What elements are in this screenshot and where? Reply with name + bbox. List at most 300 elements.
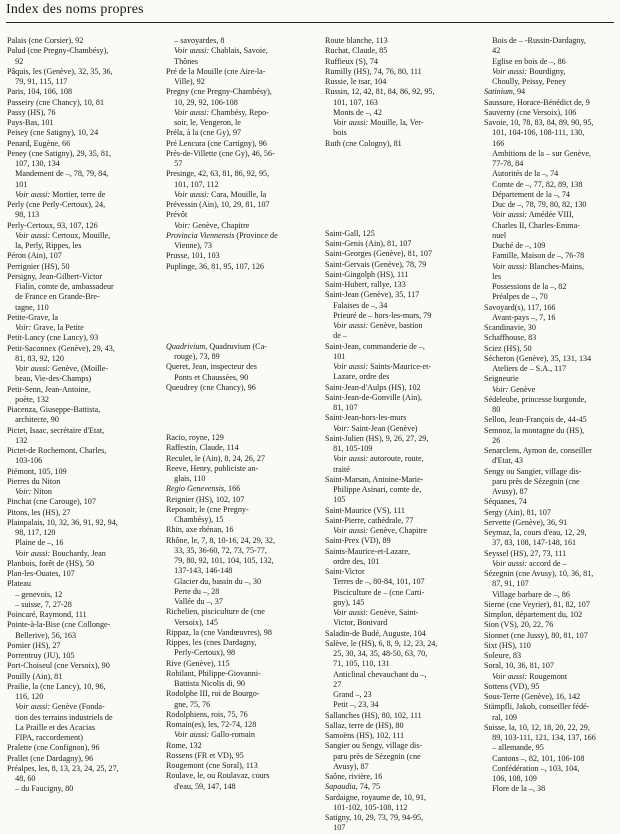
index-entry-line: Pinchat (cne Carouge), 107 [7, 497, 96, 507]
index-entry-line: Voir aussi: Chablais, Savoie, [174, 46, 268, 56]
index-entry-line: bois [325, 128, 347, 138]
index-entry-line [325, 179, 467, 189]
index-entry-line: Sixt (HS), 110 [484, 640, 531, 650]
index-entry-line: Paris, 104, 106, 108 [7, 87, 72, 97]
index-entry-line: Ville), 92 [166, 77, 205, 86]
index-entry-line [166, 413, 308, 423]
index-entry-line: 101 [325, 351, 346, 361]
index-entry-line: Voir aussi: Chambésy, Repo- [174, 107, 269, 117]
index-entry-line: Bois de – -Russin-Dardagny, [484, 36, 586, 45]
index-entry-line: Village barbare de –, 86 [484, 589, 570, 599]
index-entry-line: Saint-Jean-d'Aulps (HS), 102 [325, 382, 421, 392]
index-entry-line: 87, 91, 107 [484, 579, 529, 589]
index-entry-line: Voir aussi: Genève, Chapitre [333, 526, 428, 535]
index-entry-line: Stämpfli, Jakob, conseiller fédé- [484, 702, 590, 712]
index-entry-line: La Praille et des Acacias [7, 722, 95, 732]
index-entry-line: soir, le, Vengeron, le [166, 118, 241, 127]
index-entry-line: Préalpes, les, 8, 13, 23, 24, 25, 27, [7, 763, 119, 773]
index-entry-line: Saint-Jean (Genève), 35, 117 [325, 290, 420, 300]
index-entry-line: Thônes [166, 56, 199, 66]
index-entry-line: Glacier du, bassin du –, 30 [166, 576, 262, 586]
index-entry-line: Possessions de la –, 82 [484, 282, 567, 291]
index-entry-line: Saint-Marsan, Antoine-Marie- [325, 474, 424, 484]
index-column-1 [7, 36, 149, 795]
index-entry-line: Soleure, 83 [484, 651, 522, 660]
index-entry-line: Saint-Victor [325, 567, 365, 576]
index-entry-line: Fialin, comte de, ambassadeur [7, 282, 114, 291]
index-entry-line: Voir: Grave, la Petite [15, 323, 84, 332]
index-entry-line: Ponts et Chaussées, 90 [166, 372, 249, 382]
index-entry-line: Seigneurie [484, 374, 519, 384]
index-entry-line [166, 292, 308, 302]
index-entry-line: Voir aussi: autoroute, route, [333, 454, 424, 464]
index-entry-line: Sengy ou Sangier, village dis- [484, 466, 582, 476]
index-entry-line: d'eau, 59, 147, 148 [166, 781, 236, 791]
index-entry-line [166, 423, 308, 433]
index-entry-line: – suisse, 7, 27-28 [7, 599, 72, 609]
index-entry-line: Prés-de-Villette (cne Gy), 46, 56- [166, 148, 275, 158]
index-entry-line: Soral, 10, 36, 81, 107 [484, 661, 554, 671]
index-entry-line: 37, 83, 108, 147-148, 161 [484, 538, 577, 548]
index-entry-line: les [484, 271, 502, 281]
index-entry-line: 79, 80, 92, 101, 104, 105, 132, [166, 556, 274, 565]
index-entry-line: Semnoz, la montagne du (HS), [484, 425, 585, 435]
index-entry-line: 27 [325, 679, 342, 689]
index-entry-line: Voir aussi: Blanches-Mains, [492, 261, 584, 271]
index-entry-line: Pictet-de Rochemont, Charles, [7, 446, 107, 455]
index-entry-line: – savoyardes, 8 [166, 36, 225, 45]
index-entry-line: Romain(es), les, 72-74, 128 [166, 720, 257, 729]
index-entry-line: Servette (Genève), 36, 91 [484, 517, 568, 527]
index-entry-line: Pisciculture de – (cne Carti- [325, 587, 425, 597]
index-entry-line [166, 302, 308, 312]
index-entry-line: Prailie, la (cne Lancy), 10, 96, [7, 681, 106, 691]
index-entry-line: Pouilly (Ain), 81 [7, 671, 63, 681]
index-entry-line: Satigny, 10, 29, 73, 79, 94-95, [325, 813, 424, 822]
index-entry-line: 25, 30, 34, 35, 48-50, 63, 70, [325, 649, 428, 658]
index-entry-line: Petite-Grave, la [7, 312, 58, 322]
index-entry-line: Pré Lencura (cne Cartigny), 96 [166, 138, 267, 148]
index-entry-line [166, 312, 308, 322]
index-entry-line: Flore de la –, 38 [484, 784, 546, 794]
index-entry-line: Route blanche, 113 [325, 36, 388, 45]
index-entry-line: beau, Vie-des-Champs) [7, 374, 92, 384]
index-entry-line: Simplon, département du, 102 [484, 610, 583, 619]
index-entry-line: Sardaigne, royaume de, 10, 91, [325, 792, 427, 802]
index-entry-line: Sottens (VD), 95 [484, 681, 540, 691]
index-entry-line: Passy (HS), 76 [7, 107, 56, 117]
index-entry-line: glais, 110 [166, 474, 206, 483]
index-entry-line: Voir aussi: Certoux, Mouille, [15, 230, 111, 240]
index-entry-line: Saint-Julien (HS), 9, 26, 27, 29, [325, 433, 429, 443]
index-entry-line: Avusy), 87 [484, 487, 528, 496]
index-entry-line: Provincia Viennensis (Province de [166, 230, 278, 240]
index-entry-line [325, 219, 467, 229]
index-entry-line: Seymaz, la, cours d'eau, 12, 29, [484, 528, 587, 537]
index-entry-line: Bellerive), 56, 163 [7, 630, 77, 640]
index-entry-line: Voir aussi: Amédée VIII, [492, 210, 574, 220]
index-entry-line: ordre des, 101 [325, 556, 380, 566]
index-entry-line: Saint-Genis (Ain), 81, 107 [325, 239, 412, 248]
index-entry-line: Rodolphiens, rois, 75, 76 [166, 709, 248, 719]
index-entry-line: 107, 130, 134 [7, 159, 60, 168]
index-entry-line: 101 [7, 179, 28, 189]
index-entry-line: 92 [7, 56, 24, 66]
index-entry-line: Sierne (cne Veyrier), 81, 82, 107 [484, 599, 590, 609]
index-entry-line: Falaises de –, 34 [325, 300, 388, 310]
index-entry-line: 57 [166, 159, 183, 168]
index-entry-line: Puplinge, 36, 81, 95, 107, 126 [166, 261, 264, 271]
index-entry-line: Pierres du Niton [7, 476, 61, 486]
index-entry-line: Rive (Genève), 115 [166, 658, 230, 668]
index-entry-line: ral, 109 [484, 712, 517, 722]
index-entry-line: Sangier ou Sengy, village dis- [325, 741, 423, 751]
index-entry-line: Terres de –, 80-84, 101, 107 [325, 577, 425, 587]
index-entry-line: Quadrivium, Quadruvium (Ca- [166, 341, 267, 351]
index-entry-line: Saladin-de Budé, Auguste, 104 [325, 628, 426, 638]
index-entry-line: architecte, 90 [7, 415, 59, 425]
index-entry-line: Philippe Asinari, comte de, [325, 485, 422, 494]
index-entry-line: Ruchat, Claude, 85 [325, 46, 388, 56]
index-entry-line [166, 322, 308, 332]
index-entry-line: Sézegnin (cne Avusy), 10, 36, 81, [484, 569, 594, 578]
index-entry-line: 71, 105, 110, 131 [325, 659, 390, 669]
index-entry-line: Voir aussi: Genève, bastion [333, 321, 423, 330]
index-entry-line: Confédération –, 103, 104, [484, 763, 580, 773]
index-entry-line: FIPA, raccordement) [7, 733, 83, 742]
index-entry-line: Victor, Bonivard [325, 618, 388, 628]
index-entry-line: 42 [484, 46, 501, 56]
index-entry-line: – allemande, 95 [484, 743, 544, 753]
index-entry-line: Rhin, axe rhénan, 16 [166, 525, 234, 535]
index-entry-line: Préla, à la (cne Gy), 97 [166, 128, 242, 138]
index-entry-line: Ambitions de la – sur Genève, [484, 148, 591, 158]
index-entry-line: 105 [325, 495, 346, 505]
index-entry-line: 116, 120 [7, 692, 44, 701]
index-entry-line: Plateau [7, 579, 31, 589]
index-entry-line: gne, 75, 76 [166, 699, 211, 709]
index-entry-line: 10, 29, 92, 106-108 [166, 97, 238, 107]
index-entry-line: Rippes, les (cnes Dardagny, [166, 638, 257, 647]
index-entry-line: Queret, Jean, inspecteur des [166, 362, 257, 372]
index-entry-line: Département de la –, 74 [484, 189, 570, 199]
index-entry-line: Plan-les-Ouates, 107 [7, 569, 75, 578]
index-entry-line: Sallaz, terre de (HS), 80 [325, 720, 404, 730]
index-entry-line: Presinge, 42, 63, 81, 86, 92, 95, [166, 169, 270, 179]
index-entry-line: Saint-Jean-de-Gonville (Ain), [325, 392, 423, 402]
index-entry-line: Choully, Peissy, Peney [484, 77, 567, 86]
index-entry-line: Piémont, 105, 109 [7, 466, 67, 476]
index-entry-line: Salève, le (HS), 6, 8, 9, 12, 23, 24, [325, 638, 438, 648]
index-entry-line: Préalpes de –, 70 [484, 292, 548, 302]
index-entry-line: Perly-Certoux), 98 [166, 648, 236, 658]
index-entry-line: Suisse, la, 10, 12, 18, 20, 22, 29, [484, 722, 590, 732]
index-entry-line: Petit –, 23, 34 [325, 700, 379, 710]
index-entry-line: Voir aussi: Bourdigny, [492, 66, 566, 76]
index-entry-line: Saint-Pierre, cathédrale, 77 [325, 515, 414, 525]
index-entry-line: Saints-Maurice-et-Lazare, [325, 546, 411, 556]
index-entry-line: Port-Choiseul (cne Versoix), 90 [7, 661, 110, 671]
index-entry-line [325, 209, 467, 219]
index-entry-line: de – [325, 331, 347, 341]
index-entry-line: nuel [484, 230, 507, 240]
index-entry-line: Saint-Georges (Genève), 81, 107 [325, 249, 433, 259]
index-entry-line: 79, 91, 115, 117 [7, 77, 68, 86]
index-entry-line: 107 [325, 823, 346, 833]
page-title: Index des noms propres [6, 2, 144, 17]
index-entry-line: 26 [484, 435, 501, 445]
index-entry-line: Saint-Gall, 125 [325, 228, 375, 238]
index-entry-line: Palais (cne Corsier), 92 [7, 36, 84, 45]
index-entry-line: Peney (cne Satigny), 29, 35, 81, [7, 148, 112, 158]
index-entry-line: 33, 35, 36-60, 72, 73, 75-77, [166, 545, 267, 555]
index-entry-line [166, 272, 308, 282]
index-entry-line: Pitons, les (HS), 27 [7, 507, 71, 517]
index-entry-line: Richelien, pisciculture de (cne [166, 607, 265, 617]
index-entry-line: Cantons –, 82, 101, 106-108 [484, 753, 585, 763]
index-entry-line: Rome, 132 [166, 740, 202, 750]
index-entry-line: Petit-Saconnex (Genève), 29, 43, [7, 343, 115, 353]
index-entry-line: Palud (cne Pregny-Chambésy), [7, 46, 109, 56]
index-entry-line: Comte de –, 77, 82, 89, 138 [484, 179, 583, 189]
index-entry-line: Prévessin (Ain), 10, 29, 81, 107 [166, 200, 270, 209]
index-entry-line: poète, 132 [7, 394, 49, 404]
index-entry-line: Roulave, le, ou Roulavaz, cours [166, 771, 270, 781]
index-entry-line: Rippaz, la (cne Vandœuvres), 98 [166, 627, 272, 637]
index-entry-line [325, 159, 467, 169]
index-entry-line: 101-102, 105-108, 112 [325, 802, 408, 812]
index-entry-line: Péron (Ain), 107 [7, 251, 62, 261]
index-entry-line: Perly-Certoux, 93, 107, 126 [7, 220, 98, 230]
index-entry-line: Avant-pays –, 7, 16 [484, 312, 556, 322]
index-entry-line: tion des terrains industriels de [7, 712, 113, 722]
index-entry-line: Sécheron (Genève), 35, 131, 134 [484, 353, 592, 363]
index-entry-line: Pomier (HS), 27 [7, 640, 61, 650]
index-entry-line: Mandement de –, 78, 79, 84, [7, 169, 109, 179]
index-entry-line: la, Perly, Rippes, les [7, 241, 82, 250]
index-entry-line: Pays-Bas, 101 [7, 118, 54, 127]
index-entry-line: – genevois, 12 [7, 589, 63, 599]
index-entry-line: Prusse, 101, 103 [166, 251, 220, 261]
index-entry-line: Saint-Gervais (Genève), 78, 79 [325, 259, 427, 269]
index-entry-line: 101, 104-106, 108-111, 130, [484, 128, 585, 138]
index-entry-line [325, 169, 467, 179]
index-entry-line: Ruth (cne Cologny), 81 [325, 138, 402, 148]
index-entry-line: Rodolphe III, roi de Bourgo- [166, 689, 260, 699]
index-entry-line: Voir aussi: Genève, (Moille- [15, 364, 109, 373]
index-entry-line: Sallanches (HS), 80, 102, 111 [325, 710, 422, 720]
index-entry-line: Pictet, Isaac, secrétaire d'Etat, [7, 425, 105, 435]
index-entry-line: Plainpalais, 10, 32, 36, 91, 92, 94, [7, 517, 118, 527]
index-entry-line: Rougemont (cne Soral), 113 [166, 761, 258, 770]
index-entry-line: Prieuré de – hors-les-murs, 79 [325, 310, 432, 320]
index-entry-line: Reeve, Henry, publiciste an- [166, 463, 259, 473]
index-entry-line: Voir aussi: Saints-Maurice-et- [333, 362, 432, 371]
index-entry-line: Pralette (cne Confignon), 96 [7, 743, 100, 753]
index-entry-line: Robilant, Philippe-Giovanni- [166, 668, 261, 678]
index-entry-line: Scandinavie, 30 [484, 323, 536, 332]
index-column-4 [484, 36, 616, 795]
index-entry-line: Voir aussi: Gallo-romain [174, 730, 255, 740]
index-entry-line: Reignier (HS), 102, 107 [166, 494, 245, 504]
index-entry-line: Passeiry (cne Chancy), 10, 81 [7, 97, 105, 107]
index-entry-line: Rossens (FR et VD), 95 [166, 750, 244, 760]
index-entry-line: Penard, Eugène, 66 [7, 138, 71, 148]
index-entry-line: Battista Nicolis di, 90 [166, 679, 245, 688]
index-entry-line [166, 332, 308, 342]
index-column-3 [325, 36, 467, 834]
index-column-2 [166, 36, 308, 792]
index-entry-line: Perte du –, 28 [166, 586, 220, 596]
index-entry-line: Poincaré, Raymond, 111 [7, 610, 87, 619]
index-entry-line: Duc de –, 78, 79, 80, 82, 130 [484, 200, 587, 209]
index-entry-line: 80 [484, 405, 501, 414]
index-entry-line: Grand –, 23 [325, 690, 372, 699]
index-entry-line: Vienne), 73 [166, 241, 212, 250]
index-entry-line: Saint-Prex (VD), 89 [325, 536, 391, 546]
index-entry-line: 137-143, 146-148 [166, 566, 233, 576]
index-entry-line: Saint-Hubert, rallye, 133 [325, 280, 406, 289]
index-entry-line: Rhône, le, 7, 8, 10-16, 24, 29, 32, [166, 535, 276, 545]
index-entry-line: Versoix), 145 [166, 617, 218, 627]
index-entry-line [166, 282, 308, 292]
index-entry-line: Persigny, Jean-Gilbert-Victor [7, 271, 103, 281]
index-entry-line: Saint-Maurice (VS), 111 [325, 505, 405, 515]
index-entry-line: 77-78, 84 [484, 159, 524, 168]
index-entry-line: Ateliers de – S.A., 117 [484, 364, 567, 373]
index-entry-line: Sous-Terre (Genève), 16, 142 [484, 692, 581, 701]
index-entry-line: Prévôt [166, 210, 188, 220]
index-entry-line: Saint-Jean-hors-les-murs [325, 413, 407, 423]
index-entry-line: Sergy (Ain), 81, 107 [484, 507, 551, 517]
index-entry-line: tagne, 110 [7, 302, 49, 312]
index-entry-line: Perly (cne Perly-Certoux), 24, [7, 200, 106, 209]
index-entry-line: Savoyard(s), 117, 166 [484, 302, 556, 312]
index-entry-line: Eglise en bois de –, 86 [484, 56, 566, 66]
index-entry-line: Voir: Niton [15, 487, 52, 496]
index-entry-line: Russie, le tsar, 104 [325, 77, 387, 86]
index-entry-line: Duché de –, 109 [484, 241, 546, 250]
index-entry-line: Prallet (cne Dardagny), 96 [7, 753, 94, 763]
index-entry-line: paru près de Sézegnin (cne [325, 751, 421, 761]
index-entry-line: Regio Genevensis, 166 [166, 484, 241, 494]
index-entry-line: Schaffhouse, 83 [484, 333, 537, 343]
index-entry-line: Voir: Saint-Jean (Genève) [333, 423, 418, 433]
index-entry-line: Senarclens, Aymon de, conseiller [484, 446, 592, 455]
index-entry-line: Voir aussi: Bouchardy, Jean [15, 548, 106, 558]
index-entry-line: Voir aussi: Mouille, la, Ver- [333, 118, 424, 127]
index-entry-line: Sauverny (cne Versoix), 106 [484, 107, 577, 117]
index-entry-line: Piacenza, Giuseppe-Battista, [7, 405, 101, 414]
index-entry-line: Seyssel (HS), 27, 73, 111 [484, 548, 567, 558]
index-entry-line: Reposoir, le (cne Pregny- [166, 504, 249, 514]
index-entry-line: Voir: Genève [492, 384, 536, 394]
index-entry-line: Pâquis, les (Genève), 32, 35, 36, [7, 66, 113, 76]
index-entry-line: 98, 117, 120 [7, 528, 56, 537]
index-entry-line: Voir aussi: Cara, Mouille, la [174, 189, 267, 199]
index-entry-line: Voir aussi: Genève, Saint- [333, 608, 419, 617]
index-entry-line: Ruffieux (S), 74 [325, 56, 378, 66]
index-entry-line: Voir aussi: Mortier, terre de [15, 189, 106, 199]
index-entry-line [166, 403, 308, 413]
index-entry-line: Voir aussi: Genève (Fonda- [15, 702, 105, 712]
index-entry-line [166, 393, 308, 403]
index-entry-line: 103-106 [7, 456, 43, 466]
index-entry-line: Sion (VS), 20, 22, 76 [484, 620, 554, 630]
index-entry-line: Satinium, 94 [484, 87, 526, 97]
index-entry-line: Petit-Senn, Jean-Antoine, [7, 384, 91, 394]
index-entry-line: Russin, 12, 42, 81, 84, 86, 92, 95, [325, 87, 435, 97]
index-entry-line: 89, 103-111, 121, 134, 137, 166 [484, 733, 596, 742]
index-entry-line: 132 [7, 435, 28, 445]
index-entry-line: 81, 83, 92, 120 [7, 353, 64, 363]
index-entry-line: Perrignier (HS), 50 [7, 261, 70, 271]
index-entry-line: Autorités de la –, 74 [484, 169, 559, 179]
index-entry-line: paru près de Sézegnin (cne [484, 476, 580, 486]
index-entry-line: Sciez (HS), 50 [484, 343, 532, 353]
index-entry-line: Saussure, Horace-Bénédict de, 9 [484, 97, 590, 107]
index-entry-line [325, 189, 467, 199]
index-entry-line: 101, 107, 112 [166, 179, 219, 189]
index-entry-line: Reculet, le (Ain), 8, 24, 26, 27 [166, 453, 266, 463]
index-entry-line: 81, 107 [325, 403, 358, 412]
index-entry-line: 166 [484, 138, 505, 148]
index-entry-line: Savoie, 10, 78, 83, 84, 89, 90, 95, [484, 118, 594, 127]
index-entry-line: Plaine de –, 16 [7, 538, 64, 548]
index-entry-line: rouge), 73, 89 [166, 352, 220, 361]
index-entry-line: Pointe-à-la-Bise (cne Collonge- [7, 620, 111, 630]
index-entry-line: Chambésy), 15 [166, 515, 224, 524]
index-entry-line: – du Faucigny, 80 [7, 784, 74, 794]
index-entry-line: gny), 145 [325, 597, 365, 607]
index-entry-line: Vallée du –, 37 [166, 597, 223, 606]
index-entry-line: de France en Grande-Bre- [7, 292, 100, 302]
index-entry-line: Raffestin, Claude, 114 [166, 443, 239, 453]
index-entry-line: Pré de la Mouille (cne Aire-la- [166, 66, 266, 76]
index-entry-line: Sellon, Jean-François de, 44-45 [484, 415, 587, 425]
index-entry-line: traité [325, 464, 350, 474]
index-entry-line: Samoëns (HS), 102, 111 [325, 731, 405, 740]
index-entry-line: Sapaudia, 74, 75 [325, 782, 381, 792]
index-entry-line: Séquanes, 74 [484, 497, 527, 507]
index-entry-line: Saint-Jean, commanderie de –, [325, 341, 425, 351]
index-entry-line: 98, 113 [7, 210, 40, 220]
index-entry-line: Voir: Genève, Chapitre [174, 220, 250, 230]
index-entry-line: Racio, royne, 129 [166, 433, 224, 442]
index-entry-line: Planbois, forêt de (HS), 50 [7, 558, 95, 568]
index-entry-line: Petit-Lancy (cne Lancy), 93 [7, 333, 99, 343]
index-entry-line: Saône, rivière, 16 [325, 772, 383, 781]
index-entry-line: Lazare, ordre des [325, 372, 390, 382]
index-entry-line: Anticlinal chevauchant du –, [325, 669, 427, 679]
index-entry-line: 48, 60 [7, 774, 36, 783]
index-entry-line: Voir aussi: accord de – [492, 558, 567, 568]
index-entry-line: Queudrey (cne Chancy), 96 [166, 382, 256, 392]
index-entry-line: d'Etat, 43 [484, 456, 523, 466]
index-entry-line: Peisey (cne Satigny), 10, 24 [7, 128, 99, 138]
index-entry-line [325, 149, 467, 159]
index-entry-line: Famille, Maison de –, 76-78 [484, 251, 585, 261]
index-entry-line: Sionnet (cne Jussy), 80, 81, 107 [484, 630, 588, 640]
index-entry-line: Monts de –, 42 [325, 107, 382, 117]
title-rule [6, 22, 614, 23]
index-entry-line [325, 199, 467, 209]
index-entry-line: Sédeleube, princesse burgonde, [484, 394, 587, 404]
index-entry-line: Avusy), 87 [325, 761, 369, 771]
index-entry-line: Voir aussi: Rougemont [492, 671, 568, 681]
index-entry-line: Porrentruy (JU), 105 [7, 651, 75, 660]
index-entry-line: Saint-Gingolph (HS), 111 [325, 269, 409, 279]
